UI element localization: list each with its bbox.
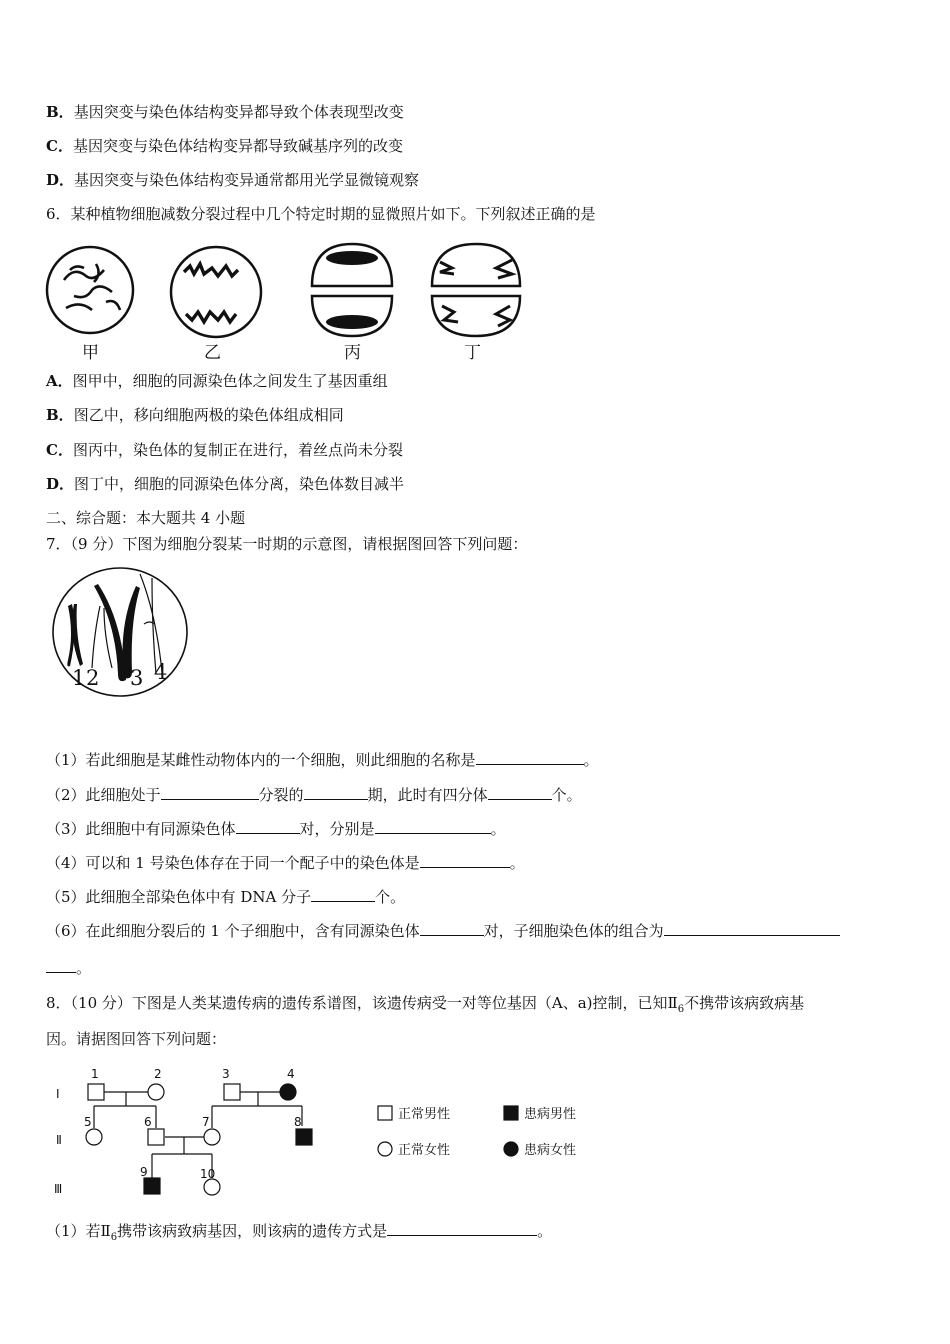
q7-part-6-cont: 。 <box>46 958 91 978</box>
cell-ding-image <box>432 244 520 336</box>
individual-7 <box>204 1129 220 1145</box>
chrom-label-3: 3 <box>130 666 144 690</box>
pedigree-chart <box>44 1060 604 1210</box>
individual-2 <box>148 1084 164 1100</box>
chrom-label-2: 2 <box>86 666 100 690</box>
q8-stem-line2: 因。请据图回答下列问题： <box>46 1030 227 1048</box>
q7-part-2: （2）此细胞处于 分裂的 期，此时有四分体 个。 <box>46 786 582 804</box>
q5-option-b: B．基因突变与染色体结构变异都导致个体表现型改变 <box>46 103 404 121</box>
label-bing: 丙 <box>344 343 361 363</box>
legend-normal-male: 正常男性 <box>398 1107 451 1122</box>
q8-part-1: （1）若$Ⅱ_6$携带该病致病基因，则该病的遗传方式是 。 <box>46 1222 553 1243</box>
id-9: 9 <box>140 1165 148 1179</box>
q5-option-d: D．基因突变与染色体结构变异通常都用光学显微镜观察 <box>46 171 420 189</box>
id-1: 1 <box>91 1067 99 1081</box>
q7-part-5: （5）此细胞全部染色体中有 DNA 分子 个。 <box>46 888 406 906</box>
label-yi: 乙 <box>204 343 221 363</box>
chromosome-diagram <box>48 564 192 704</box>
individual-8 <box>296 1129 312 1145</box>
section-2-heading: 二、综合题：本大题共 4 小题 <box>46 509 246 527</box>
individual-10 <box>204 1179 220 1195</box>
id-7: 7 <box>202 1115 210 1129</box>
individual-6 <box>148 1129 164 1145</box>
id-4: 4 <box>287 1067 295 1081</box>
individual-3 <box>224 1084 240 1100</box>
q7-part-4: （4）可以和 1 号染色体存在于同一个配子中的染色体是 。 <box>46 854 525 872</box>
q7-stem: 7．（9 分）下图为细胞分裂某一时期的示意图，请根据图回答下列问题： <box>46 535 528 553</box>
id-5: 5 <box>84 1115 92 1129</box>
legend-normal-female-icon <box>378 1142 392 1156</box>
q6-option-b: B．图乙中，移向细胞两极的染色体组成相同 <box>46 406 344 424</box>
cell-yi-image <box>171 247 261 337</box>
legend-normal-female: 正常女性 <box>398 1143 451 1158</box>
legend-affected-female-icon <box>504 1142 518 1156</box>
id-2: 2 <box>154 1067 162 1081</box>
q5-option-c: C．基因突变与染色体结构变异都导致碱基序列的改变 <box>46 137 403 155</box>
individual-4 <box>280 1084 296 1100</box>
gen-ii: Ⅱ <box>56 1133 62 1147</box>
id-10: 10 <box>200 1167 216 1181</box>
chrom-label-4: 4 <box>154 660 168 684</box>
q7-part-3: （3）此细胞中有同源染色体 对，分别是 。 <box>46 820 506 838</box>
q6-option-c: C．图丙中，染色体的复制正在进行，着丝点尚未分裂 <box>46 441 403 459</box>
gen-iii: Ⅲ <box>54 1182 63 1196</box>
gen-i: Ⅰ <box>56 1087 60 1101</box>
meiosis-micrographs <box>44 236 534 364</box>
legend-affected-male: 患病男性 <box>524 1107 577 1122</box>
chrom-label-1: 1 <box>72 666 86 690</box>
cell-jia-image <box>47 247 133 333</box>
label-ding: 丁 <box>464 343 481 363</box>
legend-affected-male-icon <box>504 1106 518 1120</box>
q8-stem-line1: 8．（10 分）下图是人类某遗传病的遗传系谱图，该遗传病受一对等位基因（A、a)控制，已知$Ⅱ_6$不携带该病致病基 <box>46 994 805 1015</box>
q7-part-6: （6）在此细胞分裂后的 1 个子细胞中，含有同源染色体 对，子细胞染色体的组合为 <box>46 921 840 941</box>
q7-part-1: （1）若此细胞是某雌性动物体内的一个细胞，则此细胞的名称是 。 <box>46 751 599 769</box>
label-jia: 甲 <box>82 343 99 363</box>
individual-1 <box>88 1084 104 1100</box>
q6-option-d: D．图丁中，细胞的同源染色体分离，染色体数目减半 <box>46 475 405 493</box>
id-8: 8 <box>294 1115 302 1129</box>
id-6: 6 <box>144 1115 152 1129</box>
cell-bing-image <box>312 244 392 336</box>
individual-5 <box>86 1129 102 1145</box>
individual-9 <box>144 1178 160 1194</box>
q6-stem: 6．某种植物细胞减数分裂过程中几个特定时期的显微照片如下。下列叙述正确的是 <box>46 205 596 223</box>
q6-option-a: A．图甲中，细胞的同源染色体之间发生了基因重组 <box>46 372 388 390</box>
legend-affected-female: 患病女性 <box>524 1143 577 1158</box>
id-3: 3 <box>222 1067 230 1081</box>
legend-normal-male-icon <box>378 1106 392 1120</box>
